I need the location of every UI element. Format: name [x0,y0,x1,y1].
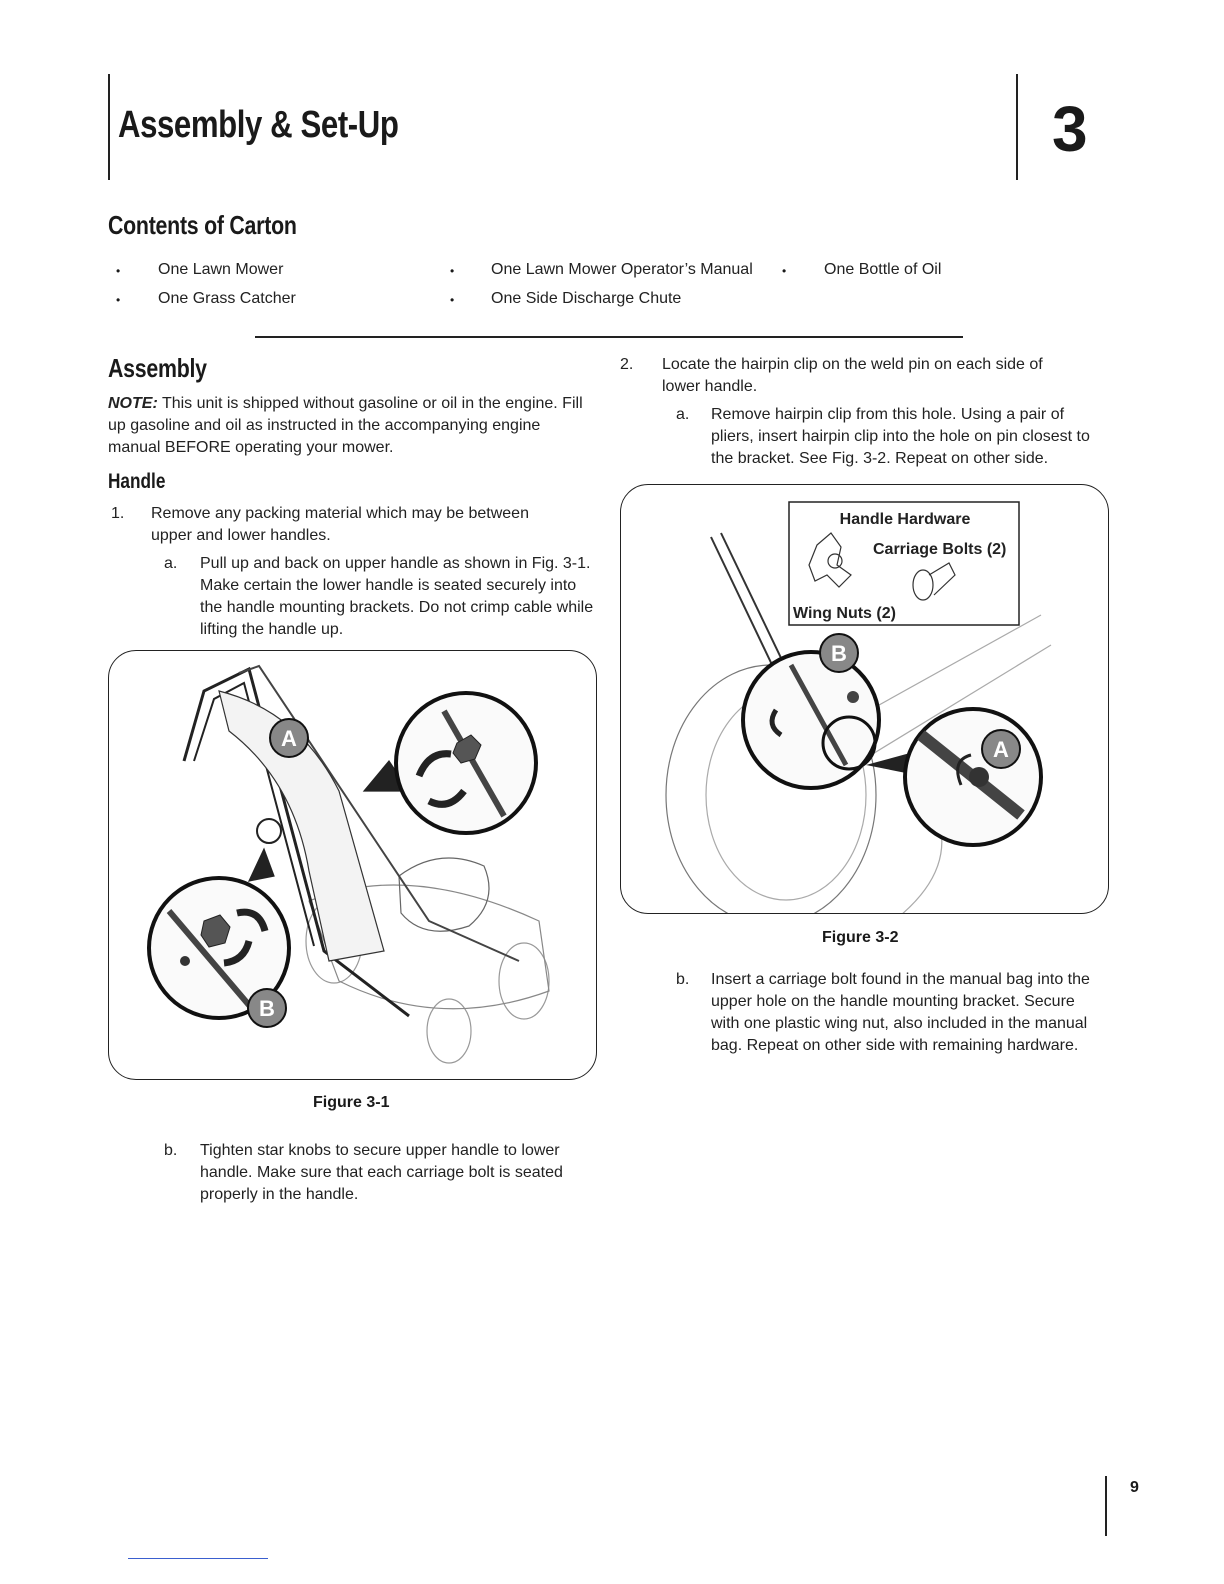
bullet: • [450,264,455,278]
contents-item: One Grass Catcher [158,290,296,307]
handle-hardware-title: Handle Hardware [839,511,971,528]
substep-text: Tighten star knobs to secure upper handle to lower handle. Make sure that each carriage bolt is seated properly in the handle. [200,1142,563,1203]
step-number: 2. [620,356,634,373]
callout-a-label: A [281,726,297,751]
handle-heading: Handle [108,470,166,493]
footer-link-line [128,1558,268,1559]
callout-b [248,989,286,1027]
contents-item: One Lawn Mower [158,261,284,278]
substep-letter: a. [164,555,178,572]
step-text: Locate the hairpin clip on the weld pin on each side of lower handle. [662,356,1043,395]
substep-letter: b. [676,971,690,988]
carriage-bolts-label: Carriage Bolts (2) [873,541,1007,558]
callout-b-label: B [831,641,847,666]
wing-nuts-label: Wing Nuts (2) [793,605,896,622]
figure-3-1-illustration [109,651,596,1079]
footer-rule [1105,1476,1107,1536]
bullet: • [782,264,787,278]
page-title: Assembly & Set-Up [118,104,399,146]
note-paragraph [108,393,596,459]
callout-b-label: B [259,996,275,1021]
assembly-heading: Assembly [108,353,207,383]
handle-hardware-box [789,502,1019,625]
step-text: Remove any packing material which may be between upper and lower handles. [151,505,529,544]
callout-a [270,719,308,757]
header-left-rule [108,74,110,180]
note-label: NOTE: [108,395,158,412]
header-right-rule [1016,74,1018,180]
callout-a-label: A [993,737,1009,762]
figure-3-2-caption: Figure 3-2 [822,929,899,946]
contents-heading: Contents of Carton [108,210,297,240]
step-number: 1. [111,505,125,522]
figure-3-1 [108,650,597,1080]
figure-3-2-illustration [621,485,1108,913]
contents-item: One Bottle of Oil [824,261,942,278]
callout-a [982,730,1020,768]
figure-3-1-caption: Figure 3-1 [313,1094,390,1111]
section-divider [255,336,963,338]
chapter-number: 3 [1052,93,1088,165]
figure-3-2 [620,484,1109,914]
zoom-detail-a [396,693,536,833]
substep-letter: a. [676,406,690,423]
contents-item: One Side Discharge Chute [491,290,682,307]
substep-text: Remove hairpin clip from this hole. Using a pair of pliers, insert hairpin clip into the hole on pin closest to the bracket. See Fig. 3-2. Repeat on other side. [711,406,1090,467]
substep-text: Pull up and back on upper handle as shown in Fig. 3-1. Make certain the lower handle is seated securely into the handle mounting brackets. Do not crimp cable while lifting the handle up. [200,555,594,638]
zoom-detail-a [866,709,1041,845]
page-number: 9 [1130,1479,1139,1496]
zoom-detail-b [743,652,879,788]
contents-item: One Lawn Mower Operator’s Manual [491,261,753,278]
callout-b [820,634,858,672]
substep-letter: b. [164,1142,178,1159]
note-text: This unit is shipped without gasoline or oil in the engine. Fill up gasoline and oil as instructed in the accompanying engine manual BEFORE operating your mower. [108,395,583,456]
bullet: • [116,264,121,278]
bullet: • [116,293,121,307]
substep-text: Insert a carriage bolt found in the manual bag into the upper hole on the handle mounting bracket. Secure with one plastic wing nut, also included in the manual bag. Repeat on other side with remaining hardware. [711,971,1090,1054]
bullet: • [450,293,455,307]
